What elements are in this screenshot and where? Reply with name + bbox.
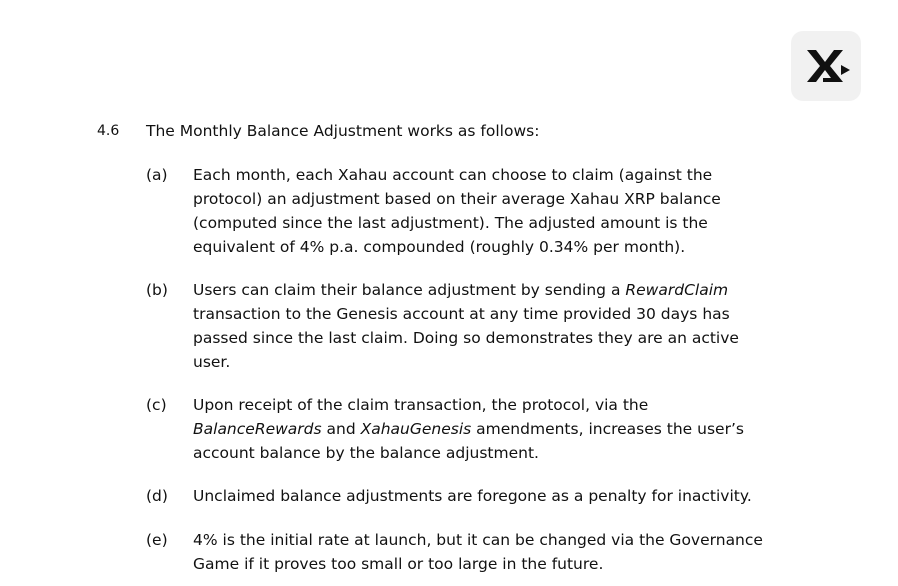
clause-label: (b)	[146, 281, 168, 299]
clause-line: account balance by the balance adjustment.	[193, 444, 539, 462]
clause-text	[193, 528, 793, 576]
xahau-genesis-term: XahauGenesis	[360, 420, 472, 438]
section-number: 4.6	[97, 123, 120, 139]
clause-label: (d)	[146, 487, 168, 505]
section-4-6	[97, 119, 797, 573]
clause-text	[193, 163, 793, 259]
clause-d	[97, 484, 797, 508]
logo-badge	[791, 31, 861, 101]
clause-c	[97, 393, 797, 465]
clause-line: user.	[193, 353, 231, 371]
clause-text	[193, 278, 793, 374]
clause-line: 4% is the initial rate at launch, but it can be changed via the Governance	[193, 531, 763, 549]
section-title: The Monthly Balance Adjustment works as follows:	[146, 122, 540, 140]
section-heading	[97, 119, 797, 143]
clause-line: protocol) an adjustment based on their average Xahau XRP balance	[193, 190, 721, 208]
clause-line-text: and	[321, 420, 361, 438]
clause-line: Upon receipt of the claim transaction, the protocol, via the	[193, 396, 649, 414]
clause-a	[97, 163, 797, 259]
reward-claim-term: RewardClaim	[625, 281, 729, 299]
clause-line: Game if it proves too small or too large in the future.	[193, 555, 604, 573]
clause-line: transaction to the Genesis account at any time provided 30 days has	[193, 305, 730, 323]
clause-line-text: Users can claim their balance adjustment by sending a	[193, 281, 626, 299]
clause-line-text: amendments, increases the user’s	[471, 420, 744, 438]
clause-text	[193, 393, 793, 465]
clause-label: (a)	[146, 166, 168, 184]
clause-line: equivalent of 4% p.a. compounded (roughly 0.34% per month).	[193, 238, 686, 256]
clause-line: passed since the last claim. Doing so demonstrates they are an active	[193, 329, 739, 347]
clause-line	[193, 417, 793, 441]
balance-rewards-term: BalanceRewards	[193, 420, 322, 438]
clause-line: (computed since the last adjustment). The adjusted amount is the	[193, 214, 708, 232]
clause-text	[193, 484, 793, 508]
clause-label: (c)	[146, 396, 167, 414]
clause-e	[97, 528, 797, 576]
xahau-logo-icon	[805, 48, 851, 84]
clause-line: Each month, each Xahau account can choose to claim (against the	[193, 166, 713, 184]
clause-b	[97, 278, 797, 374]
clause-line	[193, 278, 793, 302]
clause-label: (e)	[146, 531, 168, 549]
clause-line: Unclaimed balance adjustments are foregone as a penalty for inactivity.	[193, 487, 752, 505]
